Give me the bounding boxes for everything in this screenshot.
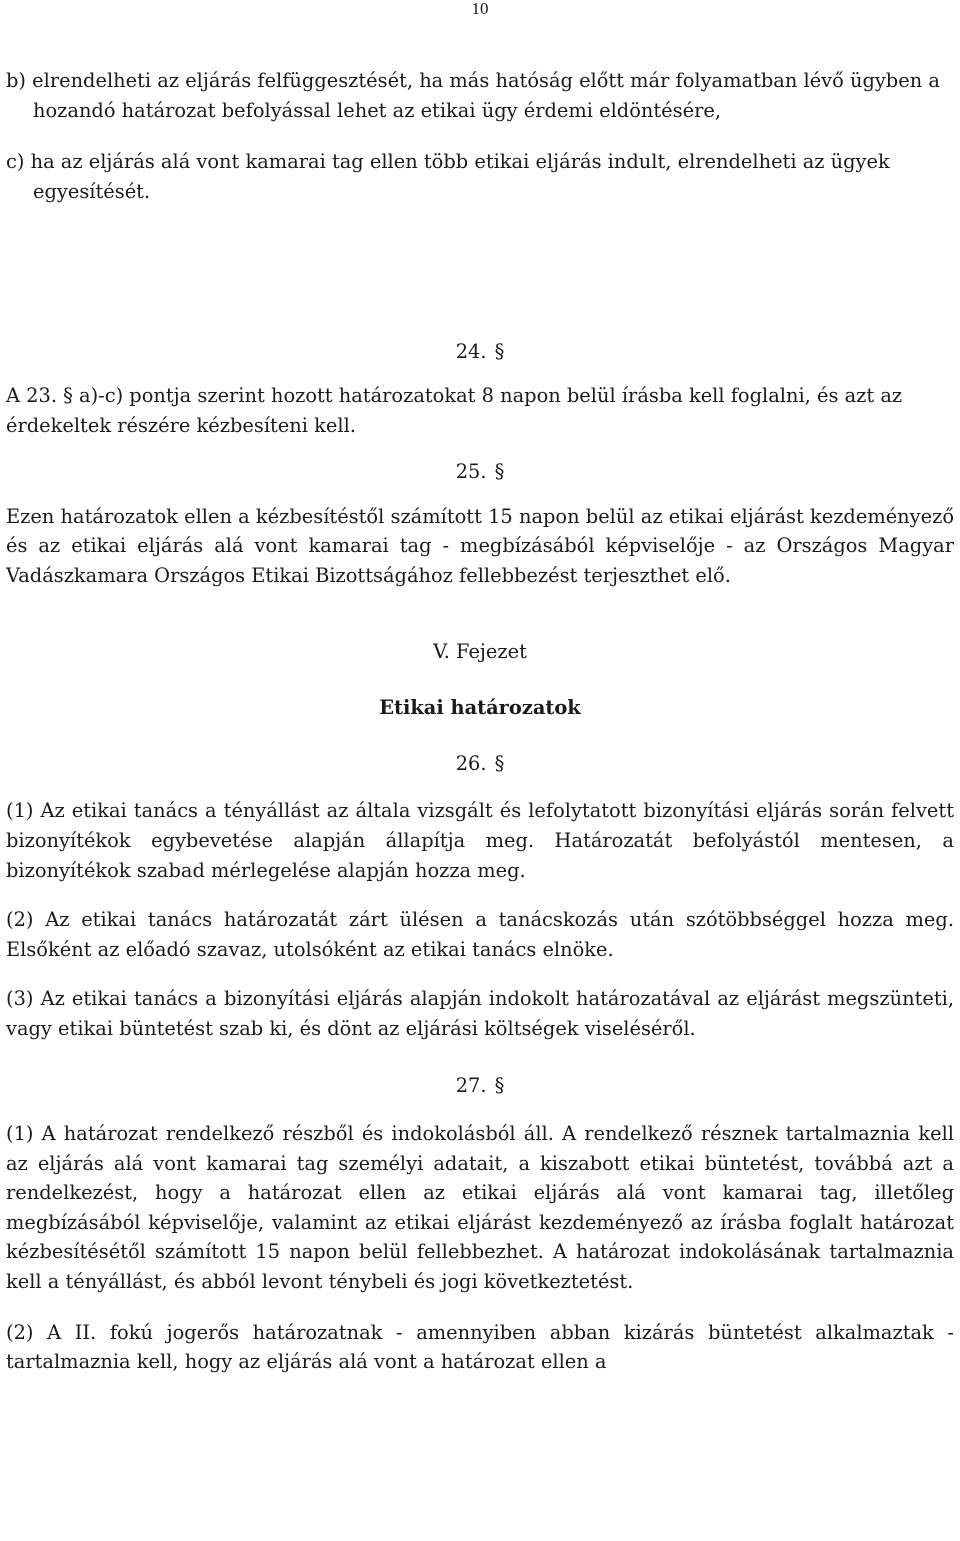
chapter-title: Etikai határozatok <box>379 696 581 720</box>
section-26-paragraph-1: (1) Az etikai tanács a tényállást az általa vizsgált és lefolytatott bizonyítási eljárás során felvett bizonyítékok egybevetése alapján állapítja meg. Határozatát befolyástól mentesen, a bizonyítékok szabad mérlegelése alapján hozza meg. <box>6 799 954 882</box>
section-number: 27. <box>455 1074 487 1098</box>
section-27-paragraph-2: (2) A II. fokú jogerős határozatnak - amennyiben abban kizárás büntetést alkalmaztak - tartalmaznia kell, hogy az eljárás alá vont a határozat ellen a <box>6 1320 954 1374</box>
section-26-heading <box>6 749 954 779</box>
section-26-paragraph-2: (2) Az etikai tanács határozatát zárt ülésen a tanácskozás után szótöbbséggel hozza meg. Elsőként az előadó szavaz, utolsóként az etikai tanács elnöke. <box>6 908 954 961</box>
list-item-b: b) elrendelheti az eljárás felfüggesztését, ha más hatóság előtt már folyamatban lévő ügyben a hozandó határozat befolyással lehet az etikai ügy érdemi eldöntésére, <box>6 69 940 122</box>
section-number: 26. <box>455 751 487 775</box>
section-number: 25. <box>455 460 487 484</box>
section-26-paragraph-3: (3) Az etikai tanács a bizonyítási eljárás alapján indokolt határozatával az eljárást megszünteti, vagy etikai büntetést szab ki, és dönt az eljárási költségek viseléséről. <box>6 987 954 1040</box>
page-number: 10 <box>471 0 489 18</box>
list-item-c: c) ha az eljárás alá vont kamarai tag ellen több etikai eljárás indult, elrendelheti az ügyek egyesítését. <box>6 150 890 203</box>
section-sign: § <box>494 1074 505 1098</box>
section-sign: § <box>494 460 505 484</box>
section-24-text: A 23. § a)-c) pontja szerint hozott határozatokat 8 napon belül írásba kell foglalni, és azt az érdekeltek részére kézbesíteni kell. <box>6 383 903 437</box>
section-24-heading <box>6 337 954 367</box>
section-25-heading <box>6 457 954 487</box>
section-sign: § <box>494 751 505 775</box>
section-25-text: Ezen határozatok ellen a kézbesítéstől számított 15 napon belül az etikai eljárást kezdeményező és az etikai eljárás alá vont kamarai tag - megbízásából képviselője - az Országos Magyar Vadászkamara Országos Etikai Bizottságához fellebbezést terjeszthet elő. <box>6 504 954 587</box>
section-27-heading <box>6 1071 954 1101</box>
section-sign: § <box>494 340 505 364</box>
section-27-paragraph-1: (1) A határozat rendelkező részből és indokolásból áll. A rendelkező résznek tartalmaznia kell az eljárás alá vont kamarai tag személyi adatait, a kiszabott etikai büntetést, továbbá azt a rendelkezést, hogy a határozat ellen az etikai eljárás alá vont kamarai tag, illetőleg megbízásából képviselője, valamint az etikai eljárást kezdeményező az írásba foglalt határozat kézbesítésétől számított 15 napon belül fellebbezhet. A határozat indokolásának tartalmaznia kell a tényállást, és abból levont ténybeli és jogi következtetést. <box>6 1122 954 1294</box>
chapter-label: V. Fejezet <box>433 639 527 663</box>
section-number: 24. <box>455 340 487 364</box>
document-body <box>6 66 954 1377</box>
